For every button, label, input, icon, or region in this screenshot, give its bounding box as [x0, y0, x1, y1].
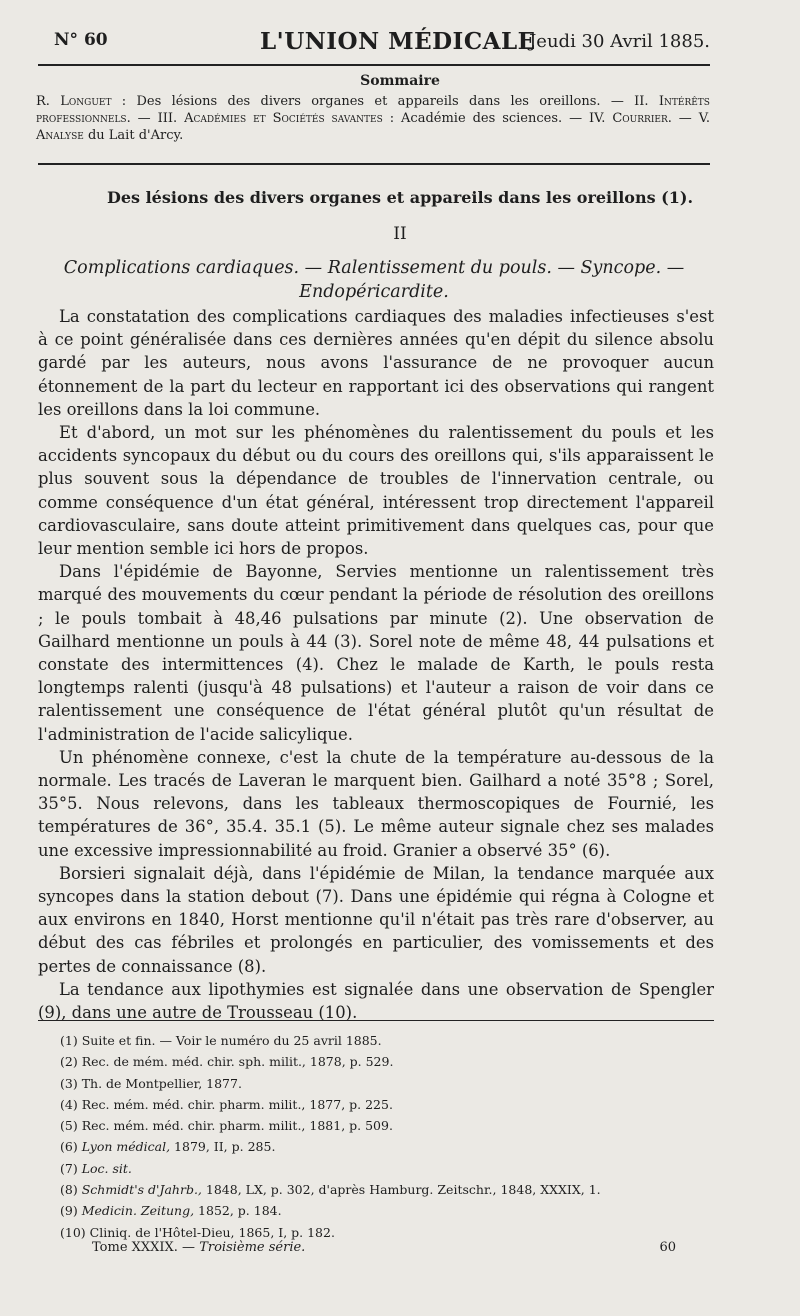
footnote-number: (4)	[60, 1096, 78, 1112]
footnote-number: (10)	[60, 1224, 86, 1240]
sommaire-text-2: . — III.	[126, 111, 185, 126]
footnote	[60, 1136, 720, 1157]
footnote-rule	[38, 1020, 714, 1021]
paragraph: Borsieri signalait déjà, dans l'épidémie de Milan, la tendance marquée aux syncopes dans la station debout (7). Dans une épidémie qui régna à Cologne et aux environs en 1840, Horst mentionne qu'il n'était pas très rare d'observer, au début des cas fébriles et prolongés en particulier, des vomissements et des pertes de connaissance (8).	[38, 863, 714, 976]
sommaire-author: R. Longuet	[36, 94, 112, 109]
footnote-number: (5)	[60, 1118, 78, 1134]
footnote-italic: Lyon médical,	[81, 1139, 171, 1155]
sommaire-rule	[38, 163, 710, 165]
sommaire-section-analyse: Analyse	[36, 128, 84, 143]
footnote-text: Suite et fin. — Voir le numéro du 25 avril 1885.	[81, 1033, 382, 1048]
footnote-number: (2)	[60, 1054, 78, 1070]
footnote	[60, 1030, 720, 1051]
sommaire-contents	[36, 93, 710, 144]
section-number: II	[393, 224, 407, 244]
footnote-text: 1852, p. 184.	[194, 1203, 282, 1219]
header-rule	[38, 64, 710, 66]
masthead	[54, 26, 710, 60]
journal-title: L'UNION MÉDICALE	[260, 28, 536, 55]
footnote-text: 1848, LX, p. 302, d'après Hamburg. Zeitschr., 1848, XXXIX, 1.	[201, 1182, 601, 1198]
footnote-number: (1)	[60, 1033, 78, 1048]
footnote	[60, 1094, 720, 1115]
footnote-number: (9)	[60, 1203, 78, 1219]
footnote-text: 1879, II, p. 285.	[170, 1139, 276, 1155]
article-title: Des lésions des divers organes et appareils dans les oreillons (1).	[106, 188, 694, 207]
footnote	[60, 1179, 720, 1200]
subtitle-line-2: Endopéricardite.	[299, 282, 449, 302]
sommaire-section-academies: Académies et Sociétés savantes	[184, 111, 383, 126]
footnote	[60, 1115, 720, 1136]
footnote-italic: Loc. sit.	[81, 1160, 132, 1176]
footnote	[60, 1158, 720, 1179]
volume-info	[92, 1240, 305, 1255]
footnote-italic: Medicin. Zeitung,	[81, 1203, 195, 1219]
footnote-number: (7)	[60, 1160, 78, 1176]
paragraph: Et d'abord, un mot sur les phénomènes du ralentissement du pouls et les accidents syncopaux du début ou du cours des oreillons qui, s'ils apparaissent le plus souvent sous la dépendance de troubles de l'innervation centrale, ou comme conséquence d'un état général, intéressent trop directement l'appareil cardiovasculaire, sans doute atteint primitivement dans quelques cas, pour que leur mention semble ici hors de propos.	[38, 423, 714, 559]
sommaire-heading: Sommaire	[360, 73, 440, 89]
footnote-text: Rec. mém. méd. chir. pharm. milit., 1877, p. 225.	[81, 1096, 393, 1112]
sommaire-section-courrier: Courrier	[612, 111, 668, 126]
series-label: Troisième série.	[199, 1240, 306, 1255]
footnote-text: Th. de Montpellier, 1877.	[81, 1075, 242, 1091]
footnote	[60, 1051, 720, 1072]
page-number: 60	[659, 1240, 676, 1255]
sommaire-section-interets: Intérêts professionnels	[36, 94, 710, 126]
sommaire-text-4: . — V.	[667, 111, 710, 126]
paragraph: Un phénomène connexe, c'est la chute de la température au-dessous de la normale. Les tracés de Laveran le marquent bien. Gailhard a noté 35°8 ; Sorel, 35°5. Nous relevons, dans les tableaux thermoscopiques de Fournié, les températures de 36°, 35.4. 35.1 (5). Le même auteur signale chez ses malades une excessive impressionnabilité au froid. Granier a observé 35° (6).	[38, 747, 714, 860]
subtitle-line-1: Complications cardiaques. — Ralentissement du pouls. — Syncope. —	[63, 258, 685, 278]
paragraph: La constatation des complications cardiaques des maladies infectieuses s'est à ce point généralisée dans ces dernières années qu'en dépit du silence absolu gardé par les auteurs, nous avons l'assurance de ne provoquer aucun étonnement de la part du lecteur en rapportant ici des observations qui rangent les oreillons dans la loi commune.	[38, 307, 714, 419]
footnotes	[60, 1030, 720, 1243]
issue-date: Jeudi 30 Avril 1885.	[529, 31, 710, 52]
footnote-number: (6)	[60, 1139, 78, 1155]
footnote-number: (3)	[60, 1075, 78, 1091]
footnote-text: Rec. mém. méd. chir. pharm. milit., 1881, p. 509.	[81, 1118, 393, 1134]
sommaire-text-3: : Académie des sciences. — IV.	[382, 111, 613, 126]
footnote-italic: Schmidt's d'Jahrb.,	[81, 1182, 202, 1198]
sommaire-text-5: du Lait d'Arcy.	[83, 128, 184, 143]
issue-number: N° 60	[54, 30, 108, 50]
sommaire-text-1: : Des lésions des divers organes et appareils dans les oreillons. — II.	[111, 94, 659, 109]
article-subtitle	[36, 256, 712, 304]
paragraph: La tendance aux lipothymies est signalée dans une observation de Spengler (9), dans une autre de Trousseau (10).	[38, 979, 714, 1023]
volume-label: Tome XXXIX. —	[92, 1240, 200, 1255]
footnote	[60, 1073, 720, 1094]
footnote	[60, 1200, 720, 1221]
footnote-text: Cliniq. de l'Hôtel-Dieu, 1865, I, p. 182.	[89, 1224, 335, 1240]
article-body	[38, 305, 714, 1024]
footnote-number: (8)	[60, 1182, 78, 1198]
paragraph: Dans l'épidémie de Bayonne, Servies mentionne un ralentissement très marqué des mouvements du cœur pendant la période de résolution des oreillons ; le pouls tombait à 48,46 pulsations par minute (2). Une observation de Gailhard mentionne un pouls à 44 (3). Sorel note de même 48, 44 pulsations et constate des intermittences (4). Chez le malade de Karth, le pouls resta longtemps ralenti (jusqu'à 48 pulsations) et l'auteur a raison de voir dans ce ralentissement une conséquence de l'état général plutôt qu'un résultat de l'administration de l'acide salicylique.	[38, 562, 714, 744]
footnote-text: Rec. de mém. méd. chir. sph. milit., 1878, p. 529.	[81, 1054, 394, 1070]
